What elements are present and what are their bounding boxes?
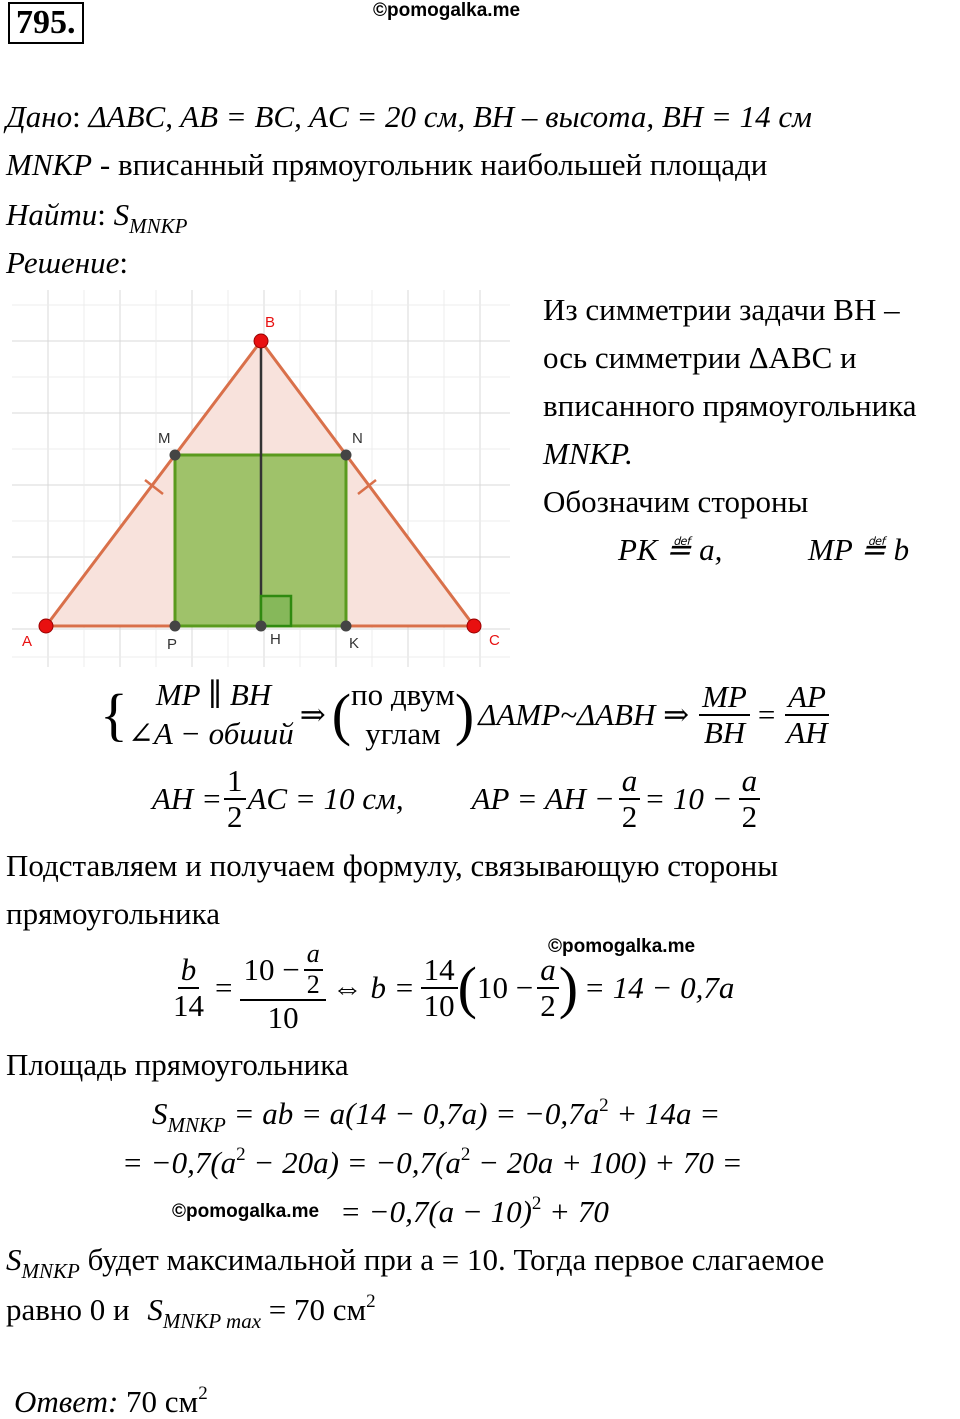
label-k: K [349,635,360,652]
label-m: M [158,430,171,447]
watermark-top: ©pomogalka.me [373,0,521,21]
vertex-a [39,619,53,633]
find-value: S [113,197,130,232]
similarity: ΔAMP~ΔABH ⇒ [478,696,690,732]
watermark-middle: ©pomogalka.me [548,936,696,957]
find-sub: MNKP [129,214,188,238]
point-m [170,450,181,461]
find-line: Найти: $S_{MNKP}$ [6,197,188,238]
conclusion-line-2: равно 0 и $S_{MNKP max} = 70$ $см^2$ [6,1291,376,1333]
answer-label: Ответ: [14,1384,119,1419]
right-angle-mark [261,596,291,626]
answer-value: 70 см [118,1384,199,1419]
side-line-1: Из симметрии задачи BH – [543,292,900,327]
given-line-2 [6,148,767,182]
find-label: Найти [6,197,98,232]
side-line-5: Обозначим стороны [543,484,809,519]
vertex-c [467,619,481,633]
triangle-figure [0,285,520,670]
system-row-1: MP ∥ BH [155,677,272,712]
text-substitute: Подставляем и получаем формулу, связывающую стороны [6,848,779,883]
solution-label: Решение [6,245,120,280]
vertex-b [254,334,268,348]
point-p [170,621,181,632]
given-rect-name: MNKP [6,147,93,182]
ratio-2: $\frac{AP}{AH}$ [786,678,828,750]
ratio-1: $\frac{MP}{BH}$ [699,680,750,750]
text-area: Площадь прямоугольника [6,1047,349,1082]
problem-number: 795. [8,2,84,44]
given-label: Дано [6,99,73,134]
watermark-bottom: ©pomogalka.me [172,1201,320,1222]
area-line-2: = $-0,7(a^2 - 20a) = -0,7(a^2 - 20a + 100) + 70$ = [122,1144,743,1180]
system-row-2: ∠A − обший [127,715,294,751]
label-c: C [489,632,500,649]
given-text: ΔABC, AB = BC, AC = 20 см, BH – высота, BH = 14 см [88,99,812,134]
area-line-1: $S_{MNKP}$ = ab = $a(14 - 0,7a) = -0,7a^2 + 14a$ = [152,1095,721,1137]
side-line-4: MNKP. [543,436,633,471]
label-n: N [352,430,363,447]
solution-line: Решение: [6,245,128,280]
side-line-6a: PK ≝ a, [618,532,723,567]
figure [0,285,520,675]
ah-line: AH = $\frac{1}{2}$ AC = 10 см, AP = AH − $\frac{a}{2}$ = 10 − $\frac{a}{2}$ [152,764,760,834]
given-line-1: Дано: ΔABC, AB = BC, AC = 20 см, BH – высота, BH = 14 см [6,99,812,134]
equation-b: $\frac{b}{14}$ = 10 − $\frac{a}{2}$ 10 ⇔ b = $\frac{14}{10}$ ( 10 − $\frac{a}{2}$ ) = 14 − 0,7a [173,939,735,1036]
label-h: H [270,631,281,648]
side-line-3: вписанного прямоугольника [543,388,917,423]
point-k [341,621,352,632]
label-b: B [265,314,276,331]
label-p: P [167,636,178,653]
area-line-3: = $-0,7(a - 10)^2 + 70$ [340,1193,609,1229]
point-h [256,621,267,632]
by-angles-1: по двум [351,677,455,712]
given-rect-text: - вписанный прямоугольник наибольшей площади [92,147,768,182]
conclusion-line-1: $S_{MNKP}$ будет максимальной при a = 10. Тогда первое слагаемое [6,1242,825,1283]
answer-line: Ответ: 70 $см^2$ [14,1383,208,1419]
point-n [341,450,352,461]
side-line-6b: MP ≝ b [808,532,910,567]
text-rectangle: прямоугольника [6,896,220,931]
label-a: A [22,633,33,650]
system-row: { MP ∥ BH ∠A − обший ⇒ ( по двум углам ) ΔAMP~ΔABH ⇒ $\frac{MP}{BH}$ = $\frac{AP}{AH}$ [100,676,831,754]
by-angles-2: углам [365,715,441,751]
side-line-2: ось симметрии ΔABC и [543,340,857,375]
